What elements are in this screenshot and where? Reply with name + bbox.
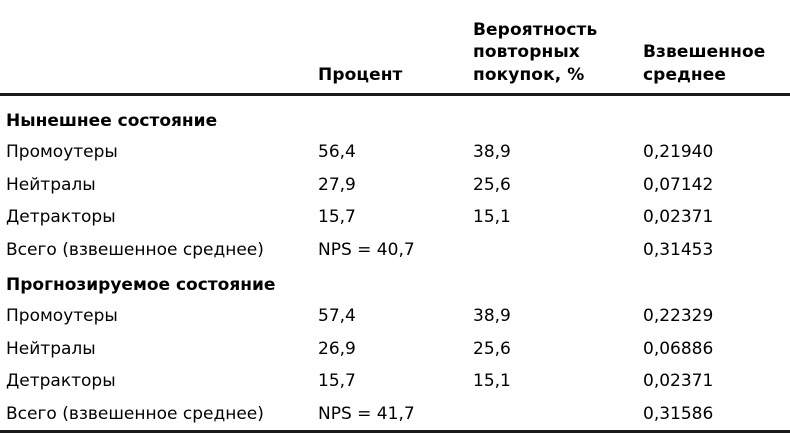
section-title-pct	[310, 266, 465, 300]
table-row-total	[0, 234, 790, 266]
column-header-repeat-line1: Вероятность	[473, 19, 598, 40]
row-weighted: 0,31586	[643, 403, 714, 424]
row-weighted: 0,02371	[643, 371, 714, 392]
section-title: Нынешнее состояние	[6, 111, 218, 131]
row-percent: 15,7	[318, 371, 356, 392]
row-repeat: 38,9	[473, 142, 511, 163]
table-row	[0, 365, 790, 397]
table-row	[0, 136, 790, 168]
row-weighted: 0,21940	[643, 142, 714, 163]
row-repeat	[465, 234, 635, 266]
table-row	[0, 333, 790, 365]
table-row	[0, 169, 790, 201]
row-weighted: 0,22329	[643, 306, 714, 327]
table-body	[0, 96, 790, 433]
column-header-percent-text: Процент	[318, 64, 403, 85]
section-title-wavg	[635, 102, 790, 136]
row-label: Всего (взвешенное среднее)	[6, 403, 264, 424]
section-header-row	[0, 102, 790, 136]
row-label: Детракторы	[6, 371, 116, 392]
row-weighted: 0,31453	[643, 239, 714, 260]
column-header-repeat-probability	[465, 0, 635, 93]
row-label: Нейтралы	[6, 174, 96, 195]
table-row	[0, 300, 790, 332]
row-percent: 26,9	[318, 338, 356, 359]
row-label: Промоутеры	[6, 306, 118, 327]
section-title-pct	[310, 102, 465, 136]
table-row	[0, 201, 790, 233]
footer-rule-row	[0, 430, 790, 433]
row-weighted: 0,06886	[643, 338, 714, 359]
row-percent: 56,4	[318, 142, 356, 163]
table-header	[0, 0, 790, 96]
row-label: Детракторы	[6, 207, 116, 228]
row-weighted: 0,02371	[643, 207, 714, 228]
row-repeat: 15,1	[473, 371, 511, 392]
row-label: Промоутеры	[6, 142, 118, 163]
section-header-row	[0, 266, 790, 300]
column-header-percent	[310, 0, 465, 93]
row-percent: 15,7	[318, 207, 356, 228]
row-repeat: 25,6	[473, 174, 511, 195]
footer-rule	[0, 430, 790, 433]
row-label: Всего (взвешенное среднее)	[6, 239, 264, 260]
row-percent: 57,4	[318, 306, 356, 327]
column-header-weighted-average	[635, 0, 790, 93]
row-repeat: 38,9	[473, 306, 511, 327]
column-header-weighted-line1: Взвешенное	[643, 42, 766, 63]
column-header-label	[0, 0, 310, 93]
column-header-repeat-line3: покупок, %	[473, 64, 585, 85]
section-title-rep	[465, 102, 635, 136]
section-title-wavg	[635, 266, 790, 300]
row-percent: 27,9	[318, 174, 356, 195]
column-header-weighted-line2: среднее	[643, 64, 727, 85]
footer-rule-cell	[0, 430, 790, 433]
row-repeat: 25,6	[473, 338, 511, 359]
section-title: Прогнозируемое состояние	[6, 274, 276, 295]
table-row-total	[0, 398, 790, 430]
row-nps-value: NPS = 40,7	[318, 239, 415, 260]
section-title-rep	[465, 266, 635, 300]
row-repeat: 15,1	[473, 207, 511, 228]
row-weighted: 0,07142	[643, 174, 714, 195]
row-label: Нейтралы	[6, 338, 96, 359]
row-repeat	[465, 398, 635, 430]
column-header-repeat-line2: повторных	[473, 42, 580, 63]
row-nps-value: NPS = 41,7	[318, 403, 415, 424]
